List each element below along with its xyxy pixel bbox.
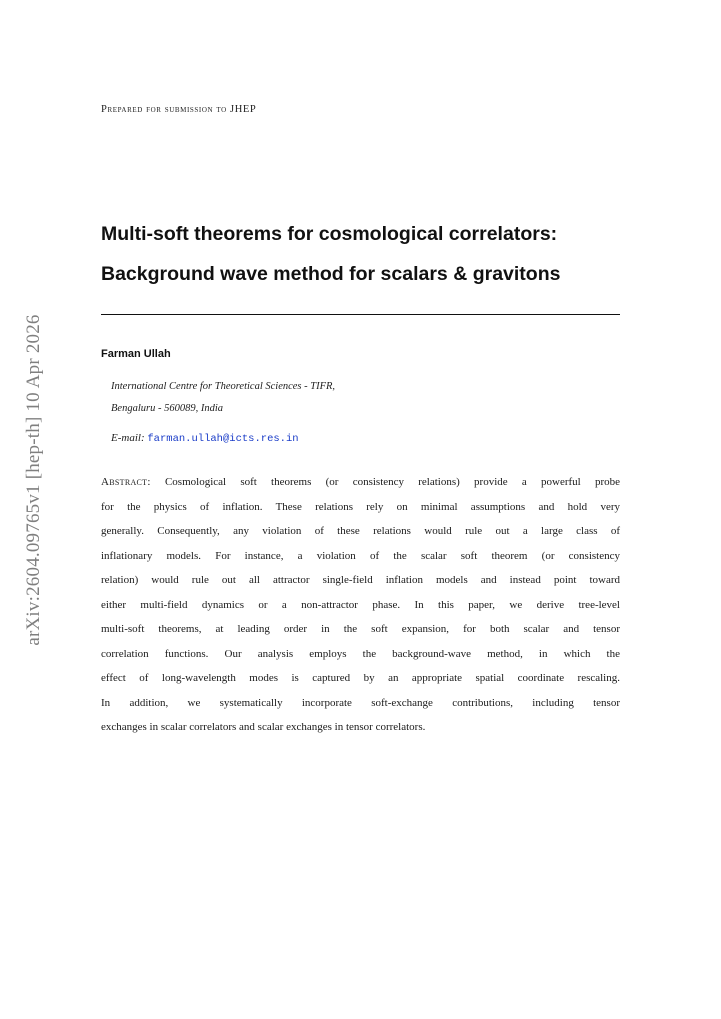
affiliation-line-1: International Centre for Theoretical Sciences - TIFR, xyxy=(111,381,336,392)
abstract xyxy=(101,470,620,740)
abstract-text: Cosmological soft theorems (or consistency relations) provide a powerful probe xyxy=(164,476,621,488)
abstract-line: exchanges in scalar correlators and scalar exchanges in tensor correlators. xyxy=(101,721,426,733)
title-line-2: Background wave method for scalars & gravitons xyxy=(101,263,561,285)
abstract-line: effect of long-wavelength modes is captured by an appropriate spatial coordinate rescaling. xyxy=(101,672,620,684)
author-email xyxy=(111,432,299,445)
paper-title xyxy=(101,214,641,294)
abstract-line: In addition, we systematically incorporate soft-exchange contributions, including tensor xyxy=(101,696,620,709)
author-affiliation xyxy=(111,376,335,420)
abstract-line: relation) would rule out all attractor single-field inflation models and instead point toward xyxy=(101,574,620,586)
arxiv-identifier-stamp: arXiv:2604.09765v1 [hep-th] 10 Apr 2026 xyxy=(23,314,44,646)
abstract-line: inflationary models. For instance, a violation of the scalar soft theorem (or consistency xyxy=(101,549,620,562)
abstract-heading: Abstract: xyxy=(101,476,151,488)
title-divider xyxy=(101,314,620,315)
author-name: Farman Ullah xyxy=(101,348,171,360)
abstract-line: multi-soft theorems, at leading order in the soft expansion, for both scalar and tensor xyxy=(101,623,620,635)
abstract-line xyxy=(101,470,620,495)
title-line-1: Multi-soft theorems for cosmological correlators: xyxy=(101,223,558,245)
preprint-note xyxy=(101,104,256,115)
abstract-line: generally. Consequently, any violation of these relations would rule out a large class of xyxy=(101,525,620,537)
email-link[interactable]: farman.ullah@icts.res.in xyxy=(147,433,299,445)
abstract-line: for the physics of inflation. These relations rely on minimal assumptions and hold very xyxy=(101,500,620,513)
abstract-line: either multi-field dynamics or a non-attractor phase. In this paper, we derive tree-level xyxy=(101,598,620,611)
email-label: E-mail: xyxy=(111,432,145,444)
abstract-line: correlation functions. Our analysis employs the background-wave method, in which the xyxy=(101,647,620,660)
preprint-note-text: Prepared for submission to JHEP xyxy=(101,104,257,115)
affiliation-line-2: Bengaluru - 560089, India xyxy=(111,403,223,414)
